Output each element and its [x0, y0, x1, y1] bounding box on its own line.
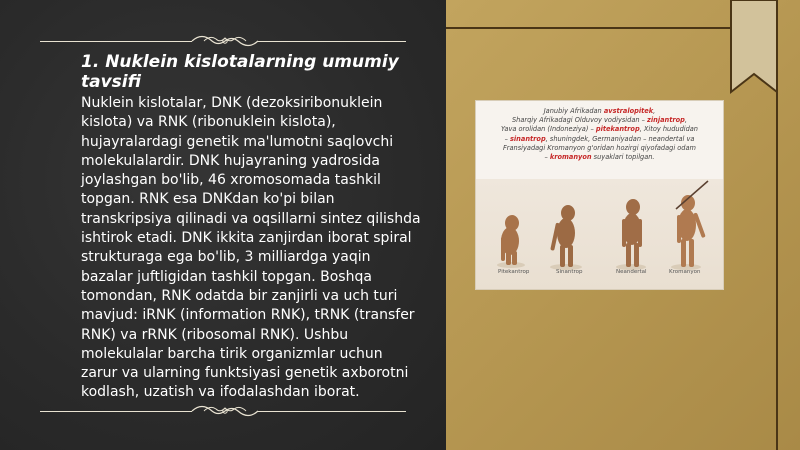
top-divider-left: [40, 41, 192, 42]
caption-line: [544, 107, 656, 115]
bottom-divider-left: [40, 411, 192, 412]
caption-text-segment: –: [544, 153, 550, 162]
bottom-ornament-icon: [190, 400, 260, 422]
image-caption: [476, 101, 723, 179]
top-ornament-icon: [190, 30, 260, 52]
caption-text-segment: , Xitoy hududidan: [639, 125, 698, 134]
caption-line: [505, 135, 695, 143]
caption-highlight: avstralopitek: [603, 107, 654, 115]
caption-text-segment: , shuningdek, Germaniyadan – neandertal va: [545, 134, 695, 143]
slide-body-text: Nuklein kislotalar, DNK (dezoksiribonuklein kislota) va RNK (ribonuklein kislota), hujayralardagi genetik ma'lumotni saqlovchi molekulalardir. DNK hujayraning yadrosida joylashgan bo'lib, 46 xromosomada tashkil topgan. RNK esa DNKdan ko'pi bilan transkripsiya qilinadi va oqsillarni sintez qilishda ishtirok etadi. DNK ikkita zanjirdan iborat spiral strukturaga ega bo'lib, 3 milliardga yaqin bazalar juftligidan tashkil topgan. Boshqa tomondan, RNK odatda bir zanjirli va uch turi mavjud: iRNK (information RNK), tRNK (transfer RNK) va rRNK (ribosomal RNK). Ushbu molekulalar barcha tirik organizmlar uchun zarur va ularning funktsiyasi genetik axborotni kodlash, uzatish va ifodalashdan iborat.: [81, 95, 421, 401]
caption-text-segment: ,: [684, 116, 687, 125]
caption-text-segment: ,: [653, 107, 656, 115]
caption-highlight: pitekantrop: [595, 125, 640, 134]
bottom-divider-right: [258, 411, 406, 412]
evolution-image: [475, 100, 724, 290]
caption-line: [544, 153, 654, 161]
top-divider-right: [258, 41, 406, 42]
caption-text-segment: Yava orolidan (Indoneziya) –: [500, 125, 596, 134]
caption-text-segment: Fransiyadagi Kromanyon g'oridan hozirgi qiyofadagi odam: [503, 143, 696, 152]
bookmark-ribbon-icon: [728, 0, 780, 100]
figure-label-3: Neandertal: [616, 269, 647, 275]
caption-text-segment: –: [504, 134, 510, 143]
figure-1: [501, 215, 519, 265]
ribbon-line-horizontal: [446, 27, 776, 29]
caption-text-segment: Sharqiy Afrikadagi Olduvoy vodiysidan –: [511, 116, 648, 125]
caption-line: [512, 116, 687, 124]
caption-text-segment: Janubiy Afrikadan: [543, 107, 604, 115]
figure-label-1: Pitekantrop: [498, 269, 530, 275]
figure-label-2: Sinantrop: [556, 269, 583, 275]
caption-highlight: sinantrop: [510, 134, 546, 143]
caption-highlight: zinjantrop: [647, 116, 685, 125]
slide-title: 1. Nuklein kislotalarning umumiy tavsifi: [81, 52, 399, 92]
caption-line: [503, 144, 696, 152]
figure-label-4: Kromanyon: [669, 269, 701, 275]
caption-text-segment: suyaklari topilgan.: [591, 153, 655, 162]
caption-highlight: kromanyon: [549, 153, 592, 162]
caption-line: [501, 125, 698, 133]
